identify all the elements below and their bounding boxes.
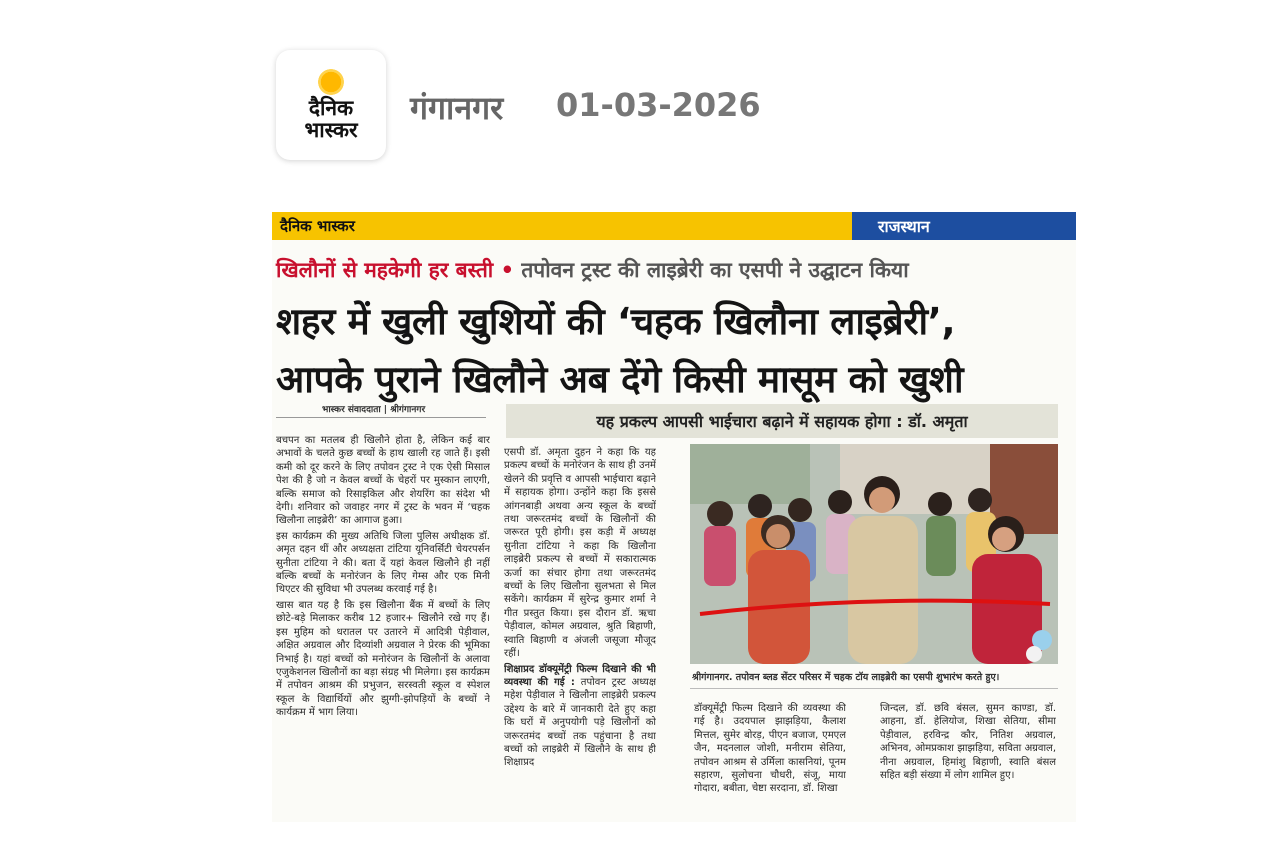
column-1-paragraph-2: इस कार्यक्रम की मुख्य अतिथि जिला पुलिस अधीक्षक डॉ. अमृत दहन थीं और अध्यक्षता टांटिया यूनिवर्सिटी चेयरपर्सन सुनीता टांटिया ने की। बता दें यहां केवल खिलौने ही नहीं बल्कि बच्चों के मनोरंजन के लिए गेम्स और एक मिनी थिएटर की सुविधा भी उपलब्ध करवाई गई है। [276,530,490,596]
byline: भास्कर संवाददाता | श्रीगंगानगर [322,405,426,415]
section-label: राजस्थान [852,212,1076,240]
byline-divider [276,417,486,418]
photo-caption: श्रीगंगानगर. तपोवन ब्लड सेंटर परिसर में चहक टॉय लाइब्रेरी का एसपी शुभारंभ करते हुए। [692,672,1000,683]
edition-date: 01-03-2026 [556,86,761,124]
sun-icon [318,69,344,95]
logo-text-line1: दैनिक [308,96,354,120]
article-column-4 [880,702,1056,818]
column-2-paragraph-2 [504,663,656,770]
article-column-2 [504,446,656,818]
masthead-band [272,212,1076,240]
column-1-paragraph-1: बचपन का मतलब ही खिलौने होता है, लेकिन कई बार अभावों के चलते कुछ बच्चों के हाथ खाली रह जाते हैं। इसी कमी को दूर करने के लिए तपोवन ट्रस्ट ने एक ऐसी मिसाल पेश की है जो न केवल बच्चों के चेहरों पर मुस्कान लाएगी, बल्कि समाज को रिसाइकिल और शेयरिंग का संदेश भी देगी। शनिवार को जवाहर नगर में ट्रस्ट के भवन में ‘चहक खिलौना लाइब्रेरी’ का आगाज हुआ। [276,435,490,527]
headline-line-2: आपके पुराने खिलौने अब देंगे किसी मासूम को खुशी [276,358,964,401]
logo-text-line2: भास्कर [304,118,358,142]
kicker-bullet: • [500,258,514,282]
column-1-paragraph-3: खास बात यह है कि इस खिलौना बैंक में बच्चों के लिए छोटे-बड़े मिलाकर करीब 12 हजार+ खिलौने रखे गए हैं। इस मुहिम को धरातल पर उतारने में आदित्री पेड़ीवाल, अक्षित अग्रवाल और दिव्यांशी अग्रवाल ने प्रेरक की भूमिका निभाई है। यहां बच्चों को मनोरंजन के खिलौनों के अलावा एजुकेशनल खिलौनों का बड़ा संग्रह भी मिलेगा। इस कार्यक्रम में तपोवन आश्रम की प्रभुजन, सरस्वती स्कूल व स्पेशल स्कूल के विद्यार्थियों और झुग्गी-झोपड़ियों के बच्चों ने कार्यक्रम में भाग लिया। [276,599,490,719]
edition-city: गंगानगर [410,89,504,127]
column-4-paragraph-1: जिन्दल, डॉ. छवि बंसल, सुमन काण्डा, डॉ. आहना, डॉ. हेलियोज, शिखा सेतिया, सीमा पेड़ीवाल, हरविन्द्र कौर, नितिश अग्रवाल, अभिनव, ओमप्रकाश झाझड़िया, सविता अग्रवाल, नीना अग्रवाल, हिमांशु बिहाणी, स्वाति बंसल सहित बड़ी संख्या में लोग शामिल हुए। [880,703,1056,782]
subheadline: यह प्रकल्प आपसी भाईचारा बढ़ाने में सहायक होगा : डॉ. अमृता [506,404,1058,438]
ribbon-cutting-photo [690,444,1058,664]
column-3-paragraph-1: डॉक्यूमेंट्री फिल्म दिखाने की व्यवस्था की गई है। उदयपाल झाझड़िया, कैलाश मित्तल, सुमेर बोरड़, पीएन बजाज, एमएल जैन, मदनलाल जोशी, मनीराम सेतिया, तपोवन आश्रम से उर्मिला कासनियां, पूनम सहारण, सुलोचना चौधरी, संजू, माया गोदारा, बबीता, चेष्टा सरदाना, डॉ. शिखा [694,703,846,795]
masthead-paper-name: दैनिक भास्कर [280,217,355,235]
kicker-red-text: खिलौनों से महकेगी हर बस्ती [276,258,494,282]
column-2-paragraph-1: एसपी डॉ. अमृता दुहन ने कहा कि यह प्रकल्प बच्चों के मनोरंजन के साथ ही उनमें खेलने की प्रवृत्ति व आपसी भाईचारा बढ़ाने में सहायक होगा। उन्होंने कहा कि इससे आंगनबाड़ी अथवा अन्य स्कूल के बच्चों तथा जरूरतमंद बच्चों के खिलौनों की जरूरत पूरी होगी। इस कड़ी में अध्यक्ष सुनीता टांटिया ने कहा कि खिलौना लाइब्रेरी प्रकल्प से बच्चों में सकारात्मक ऊर्जा का संचार होगा तथा जरूरतमंद बच्चों के लिए खिलौना सुलभता से मिल सकेंगे। कार्यक्रम में सुरेन्द्र कुमार शर्मा ने गीत प्रस्तुत किया। इस दौरान डॉ. ऋचा पेड़ीवाल, कोमल अग्रवाल, श्रुति बिहाणी, स्वाति बिहाणी व अंजली जसूजा मौजूद रहीं। [504,447,656,660]
kicker-gray-text: तपोवन ट्रस्ट की लाइब्रेरी का एसपी ने उद्घाटन किया [521,258,909,282]
column-2-paragraph-2-text: तपोवन ट्रस्ट अध्यक्ष महेश पेड़ीवाल ने खिलौना लाइब्रेरी प्रकल्प उद्देश्य के बारे में जानकारी देते हुए कहा कि घरों में अनुपयोगी पड़े खिलौनों को जरूरतमंद बच्चों तक पहुंचाना है तथा बच्चों को लाइब्रेरी में खिलौने के साथ ही शिक्षाप्रद [504,676,656,769]
newspaper-clipping [272,212,1076,822]
caption-divider [690,688,1058,689]
column-2-lead-heading: शिक्षाप्रद डॉक्यूमेंट्री फिल्म दिखाने की भी व्यवस्था की गई : [504,663,656,688]
headline-line-1: शहर में खुली खुशियों की ‘चहक खिलौना लाइब्रेरी’, [276,300,956,343]
dainik-bhaskar-logo [276,50,386,160]
article-column-1 [276,434,490,818]
kicker-line [276,256,909,284]
article-column-3 [694,702,846,818]
photo-illustration [690,444,1058,664]
